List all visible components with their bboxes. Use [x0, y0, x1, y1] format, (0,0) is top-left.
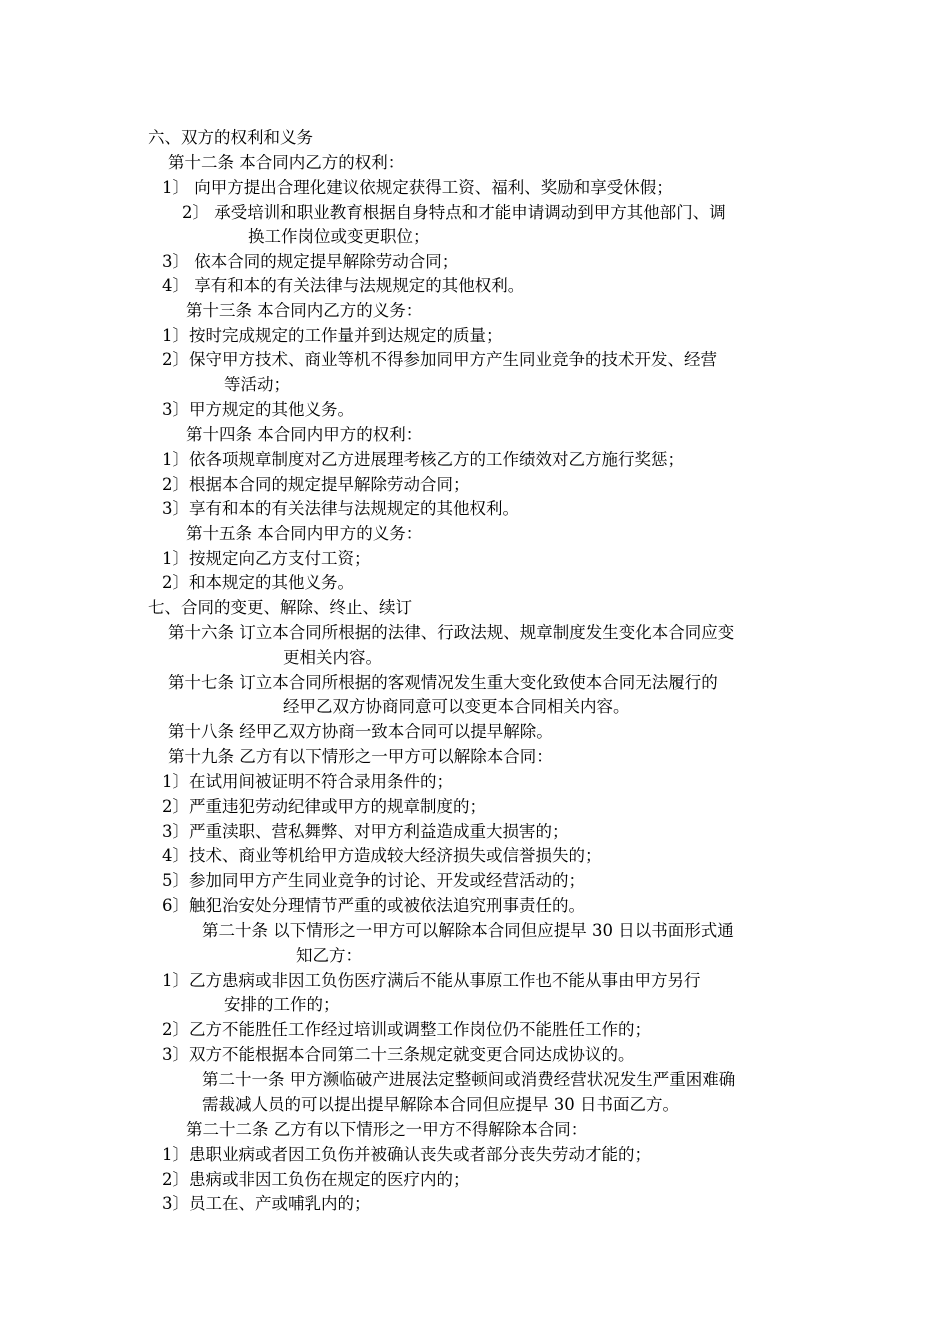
article-12-item-1: 1〕 向甲方提出合理化建议依规定获得工资、福利、奖励和享受休假； [162, 178, 673, 197]
article-19-item-3: 3〕严重渎职、营私舞弊、对甲方利益造成重大损害的； [162, 822, 569, 841]
article-12-item-3: 3〕 依本合同的规定提早解除劳动合同； [162, 252, 459, 271]
article-19-item-2: 2〕严重违犯劳动纪律或甲方的规章制度的； [162, 797, 486, 816]
section-heading-rights-obligations: 六、双方的权利和义务 [148, 128, 313, 147]
article-13-item-3: 3〕甲方规定的其他义务。 [162, 400, 354, 419]
article-19-item-1: 1〕在试用间被证明不符合录用条件的； [162, 772, 453, 791]
article-14-item-3: 3〕享有和本的有关法律与法规规定的其他权利。 [162, 499, 519, 518]
article-13-heading: 第十三条 本合同内乙方的义务： [186, 301, 423, 320]
article-13-item-2: 2〕保守甲方技术、商业等机不得参加同甲方产生同业竞争的技术开发、经营 [162, 350, 717, 369]
article-19-item-6: 6〕触犯治安处分理情节严重的或被依法追究刑事责任的。 [162, 896, 585, 915]
article-20-item-1: 1〕乙方患病或非因工负伤医疗满后不能从事原工作也不能从事由甲方另行 [162, 971, 701, 990]
article-20-item-3: 3〕双方不能根据本合同第二十三条规定就变更合同达成协议的。 [162, 1045, 635, 1064]
article-17-cont: 经甲乙双方协商同意可以变更本合同相关内容。 [283, 697, 630, 716]
article-15-item-1: 1〕按规定向乙方支付工资； [162, 549, 371, 568]
article-12-item-2: 2〕 承受培训和职业教育根据自身特点和才能申请调动到甲方其他部门、调 [182, 203, 726, 222]
article-22-heading: 第二十二条 乙方有以下情形之一甲方不得解除本合同： [186, 1120, 588, 1139]
article-22-item-3: 3〕员工在、产或哺乳内的； [162, 1194, 371, 1213]
article-12-item-2-cont: 换工作岗位或变更职位； [248, 227, 430, 246]
article-17: 第十七条 订立本合同所根据的客观情况发生重大变化致使本合同无法履行的 [168, 673, 718, 692]
article-19-item-4: 4〕技术、商业等机给甲方造成较大经济损失或信誉损失的； [162, 846, 602, 865]
article-16-cont: 更相关内容。 [283, 648, 382, 667]
article-20: 第二十条 以下情形之一甲方可以解除本合同但应提早 30 日以书面形式通 [202, 921, 734, 940]
article-20-item-2: 2〕乙方不能胜任工作经过培训或调整工作岗位仍不能胜任工作的； [162, 1020, 651, 1039]
article-18: 第十八条 经甲乙双方协商一致本合同可以提早解除。 [168, 722, 553, 741]
article-16: 第十六条 订立本合同所根据的法律、行政法规、规章制度发生变化本合同应变 [168, 623, 735, 642]
article-20-cont: 知乙方： [296, 946, 362, 965]
article-14-item-1: 1〕依各项规章制度对乙方进展理考核乙方的工作绩效对乙方施行奖惩； [162, 450, 684, 469]
section-heading-contract-changes: 七、合同的变更、解除、终止、续订 [148, 598, 412, 617]
article-21: 第二十一条 甲方濒临破产进展法定整顿间或消费经营状况发生严重困难确 [202, 1070, 736, 1089]
article-13-item-2-cont: 等活动； [224, 375, 290, 394]
article-14-heading: 第十四条 本合同内甲方的权利： [186, 425, 423, 444]
article-12-heading: 第十二条 本合同内乙方的权利： [168, 153, 405, 172]
article-15-item-2: 2〕和本规定的其他义务。 [162, 573, 354, 592]
article-13-item-1: 1〕按时完成规定的工作量并到达规定的质量； [162, 326, 503, 345]
article-14-item-2: 2〕根据本合同的规定提早解除劳动合同； [162, 475, 470, 494]
article-19-heading: 第十九条 乙方有以下情形之一甲方可以解除本合同： [168, 747, 553, 766]
article-12-item-4: 4〕 享有和本的有关法律与法规规定的其他权利。 [162, 276, 525, 295]
article-15-heading: 第十五条 本合同内甲方的义务： [186, 524, 423, 543]
article-20-item-1-cont: 安排的工作的； [224, 995, 340, 1014]
article-22-item-2: 2〕患病或非因工负伤在规定的医疗内的； [162, 1170, 470, 1189]
article-19-item-5: 5〕参加同甲方产生同业竞争的讨论、开发或经营活动的； [162, 871, 585, 890]
article-21-cont: 需裁减人员的可以提出提早解除本合同但应提早 30 日书面乙方。 [202, 1095, 679, 1114]
article-22-item-1: 1〕患职业病或者因工负伤并被确认丧失或者部分丧失劳动才能的； [162, 1145, 651, 1164]
